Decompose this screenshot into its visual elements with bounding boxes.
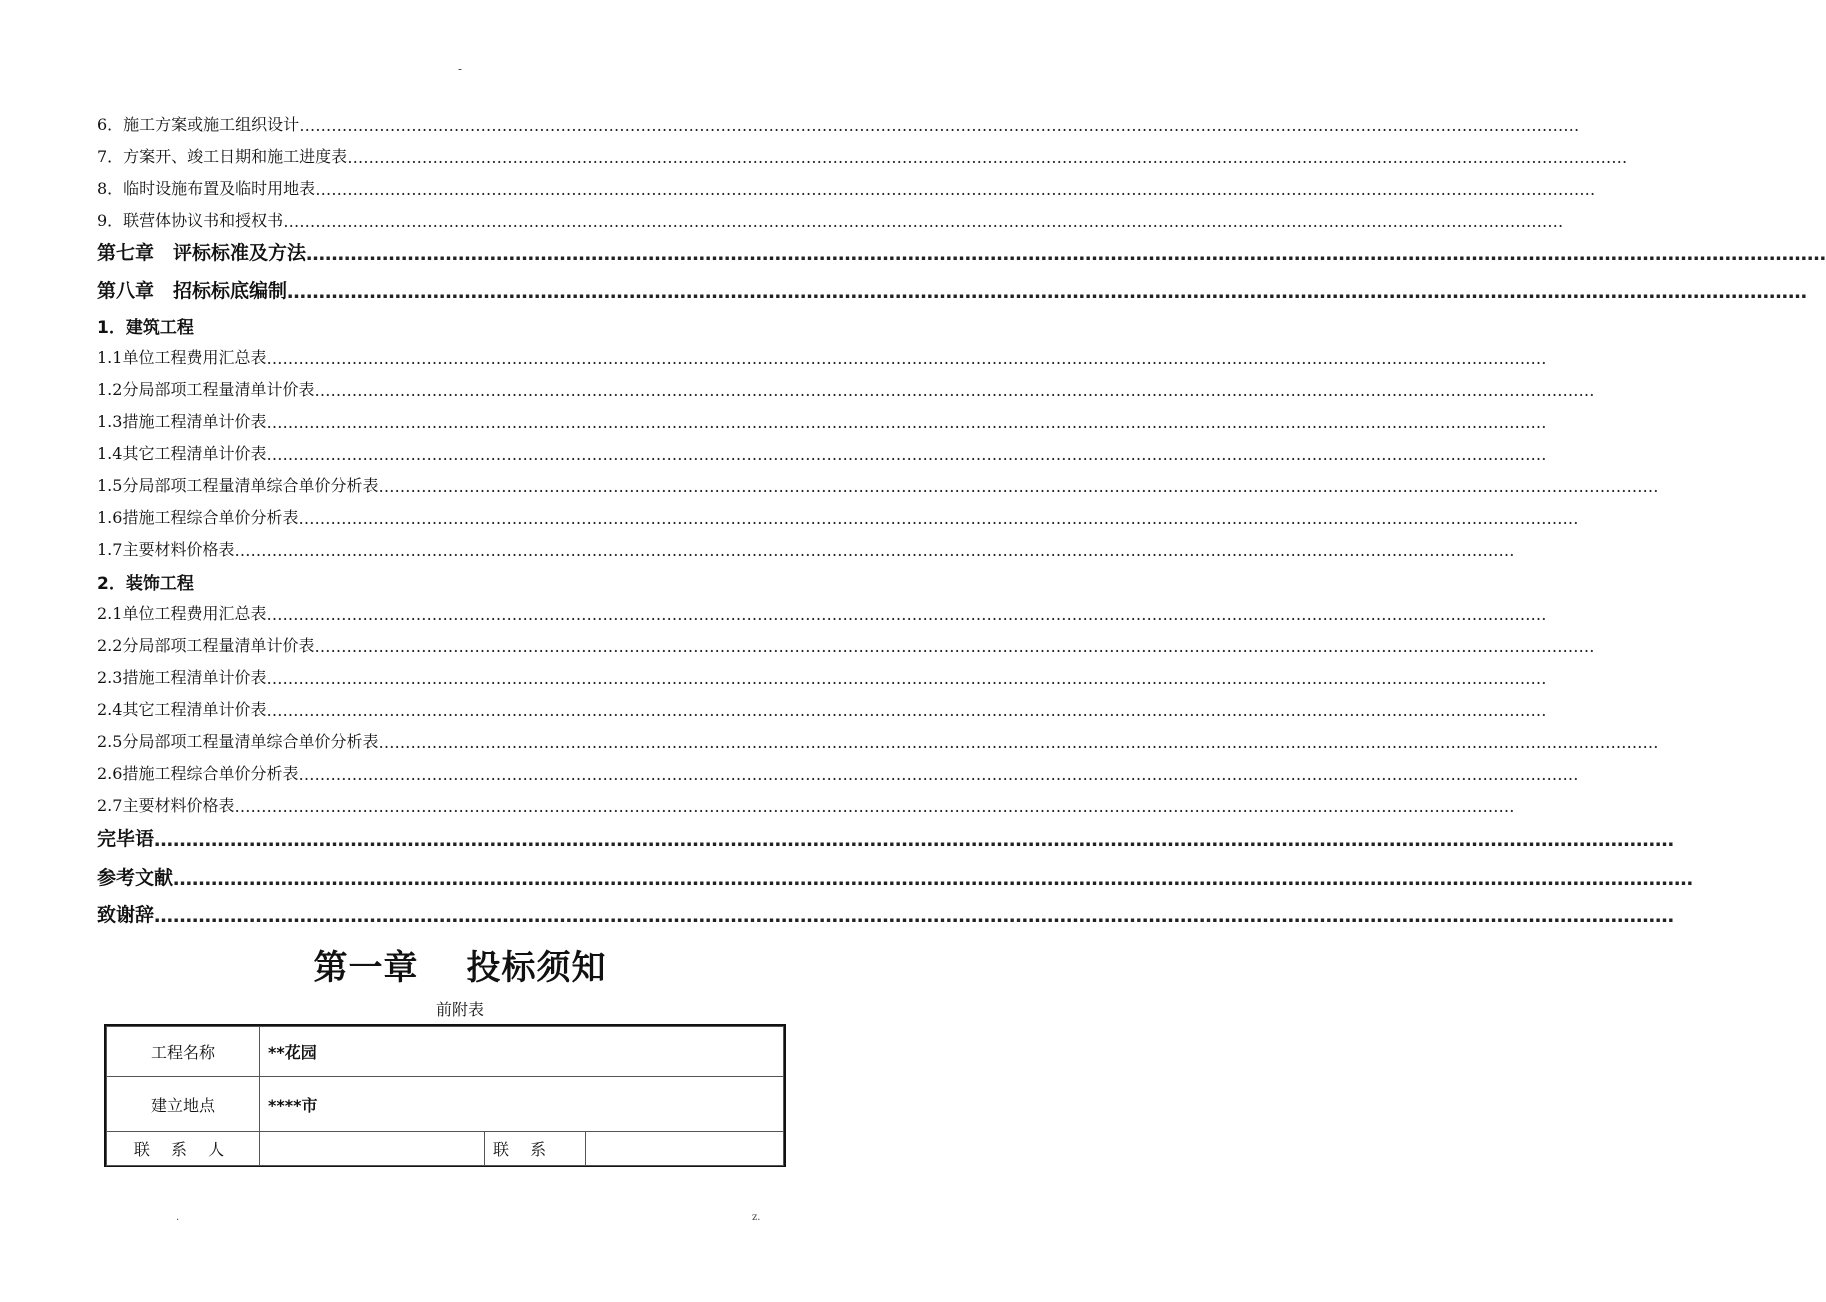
toc-entry	[97, 440, 1547, 464]
toc-leader-dots: ……………………………………………………………………………………………………………………………………………………………………………………………………………………	[266, 445, 1547, 464]
toc-entry	[97, 111, 1580, 135]
table-row	[107, 1077, 784, 1132]
front-attachment-table	[104, 1024, 786, 1167]
toc-entry-label: 第八章 招标标底编制	[97, 280, 288, 302]
toc-entry	[97, 314, 194, 338]
toc-leader-dots: ……………………………………………………………………………………………………………………………………………………………………………………………………………………	[266, 701, 1547, 720]
toc-entry-label: 7．方案开、竣工日期和施工进度表	[97, 147, 348, 166]
toc-leader-dots: ……………………………………………………………………………………………………………………………………………………………………………………………………………………	[299, 116, 1580, 135]
toc-leader-dots: ……………………………………………………………………………………………………………………………………………………………………………………………………………………	[378, 733, 1659, 752]
toc-entry-label: 1.2分局部项工程量清单计价表	[97, 380, 315, 399]
toc-entry	[97, 760, 1579, 784]
toc-leader-dots: ……………………………………………………………………………………………………………………………………………………………………………………………………………………	[234, 541, 1515, 560]
toc-entry	[97, 472, 1659, 496]
chapter-number: 第一章	[313, 948, 419, 988]
project-name-value: **花园	[260, 1027, 784, 1077]
toc-entry	[97, 344, 1547, 368]
table-row	[107, 1132, 784, 1166]
toc-entry-label: 第七章 评标标准及方法	[97, 242, 307, 264]
toc-leader-dots: ……………………………………………………………………………………………………………………………………………………………………………………………………………………	[378, 477, 1659, 496]
toc-leader-dots: ……………………………………………………………………………………………………………………………………………………………………………………………………………………	[173, 868, 1694, 890]
toc-entry	[97, 207, 1564, 231]
toc-entry-label: 1.3措施工程清单计价表	[97, 412, 267, 431]
toc-entry	[97, 504, 1579, 528]
toc-entry	[97, 903, 1675, 927]
toc-leader-dots: ……………………………………………………………………………………………………………………………………………………………………………………………………………………	[306, 243, 1826, 265]
toc-leader-dots: ……………………………………………………………………………………………………………………………………………………………………………………………………………………	[298, 509, 1579, 528]
toc-entry-label: 8．临时设施布置及临时用地表	[97, 179, 316, 198]
toc-entry-label: 参考文献	[97, 867, 174, 889]
toc-leader-dots: ……………………………………………………………………………………………………………………………………………………………………………………………………………………	[266, 669, 1547, 688]
toc-entry	[97, 408, 1547, 432]
toc-entry-label: 1.4其它工程清单计价表	[97, 444, 267, 463]
toc-entry-label: 1．建筑工程	[97, 318, 194, 338]
contact-person-value	[260, 1132, 485, 1166]
footer-left-mark: .	[176, 1212, 180, 1223]
chapter-title	[0, 940, 920, 989]
toc-leader-dots: ……………………………………………………………………………………………………………………………………………………………………………………………………………………	[154, 905, 1675, 927]
toc-entry	[97, 241, 1826, 265]
toc-entry	[97, 728, 1659, 752]
toc-entry-label: 2．装饰工程	[97, 574, 194, 594]
toc-leader-dots: ……………………………………………………………………………………………………………………………………………………………………………………………………………………	[314, 637, 1595, 656]
toc-entry-label: 2.5分局部项工程量清单综合单价分析表	[97, 732, 379, 751]
table-of-contents	[97, 0, 1826, 940]
page-header-mark: -	[457, 62, 463, 76]
toc-entry	[97, 279, 1808, 303]
toc-entry-label: 2.1单位工程费用汇总表	[97, 604, 267, 623]
table-row	[107, 1027, 784, 1077]
contact-person-label: 联 系 人	[107, 1132, 260, 1166]
toc-entry	[97, 536, 1515, 560]
toc-entry	[97, 866, 1694, 890]
toc-leader-dots: ……………………………………………………………………………………………………………………………………………………………………………………………………………………	[314, 381, 1595, 400]
toc-entry-label: 1.1单位工程费用汇总表	[97, 348, 267, 367]
toc-entry	[97, 376, 1595, 400]
toc-entry	[97, 664, 1547, 688]
toc-entry	[97, 600, 1547, 624]
toc-entry	[97, 143, 1628, 167]
toc-leader-dots: ……………………………………………………………………………………………………………………………………………………………………………………………………………………	[266, 413, 1547, 432]
toc-leader-dots: ……………………………………………………………………………………………………………………………………………………………………………………………………………………	[315, 180, 1596, 199]
table-caption: 前附表	[435, 1000, 484, 1019]
toc-entry-label: 完毕语	[97, 828, 155, 850]
toc-entry-label: 1.5分局部项工程量清单综合单价分析表	[97, 476, 379, 495]
footer-right-mark: z.	[752, 1212, 761, 1223]
chapter-name: 投标须知	[466, 948, 607, 988]
toc-leader-dots: ……………………………………………………………………………………………………………………………………………………………………………………………………………………	[283, 212, 1564, 231]
toc-leader-dots: ……………………………………………………………………………………………………………………………………………………………………………………………………………………	[154, 829, 1675, 851]
toc-entry-label: 致谢辞	[97, 904, 155, 926]
toc-leader-dots: ……………………………………………………………………………………………………………………………………………………………………………………………………………………	[347, 148, 1628, 167]
toc-entry-label: 1.6措施工程综合单价分析表	[97, 508, 299, 527]
toc-entry-label: 2.7主要材料价格表	[97, 796, 235, 815]
location-value: ****市	[260, 1077, 784, 1132]
toc-entry	[97, 175, 1596, 199]
contact-value	[586, 1132, 784, 1166]
project-name-label: 工程名称	[107, 1027, 260, 1077]
contact-label: 联 系	[485, 1132, 586, 1166]
toc-entry-label: 1.7主要材料价格表	[97, 540, 235, 559]
toc-leader-dots: ……………………………………………………………………………………………………………………………………………………………………………………………………………………	[298, 765, 1579, 784]
toc-leader-dots: ……………………………………………………………………………………………………………………………………………………………………………………………………………………	[266, 605, 1547, 624]
toc-entry	[97, 792, 1515, 816]
toc-entry	[97, 696, 1547, 720]
toc-entry-label: 2.4其它工程清单计价表	[97, 700, 267, 719]
location-label: 建立地点	[107, 1077, 260, 1132]
toc-entry-label: 6．施工方案或施工组织设计	[97, 115, 300, 134]
toc-entry-label: 2.6措施工程综合单价分析表	[97, 764, 299, 783]
toc-leader-dots: ……………………………………………………………………………………………………………………………………………………………………………………………………………………	[287, 281, 1808, 303]
toc-entry	[97, 827, 1675, 851]
toc-leader-dots: ……………………………………………………………………………………………………………………………………………………………………………………………………………………	[266, 349, 1547, 368]
toc-entry-label: 9．联营体协议书和授权书	[97, 211, 284, 230]
toc-leader-dots: ……………………………………………………………………………………………………………………………………………………………………………………………………………………	[234, 797, 1515, 816]
toc-entry-label: 2.3措施工程清单计价表	[97, 668, 267, 687]
toc-entry	[97, 570, 194, 594]
toc-entry-label: 2.2分局部项工程量清单计价表	[97, 636, 315, 655]
toc-entry	[97, 632, 1595, 656]
